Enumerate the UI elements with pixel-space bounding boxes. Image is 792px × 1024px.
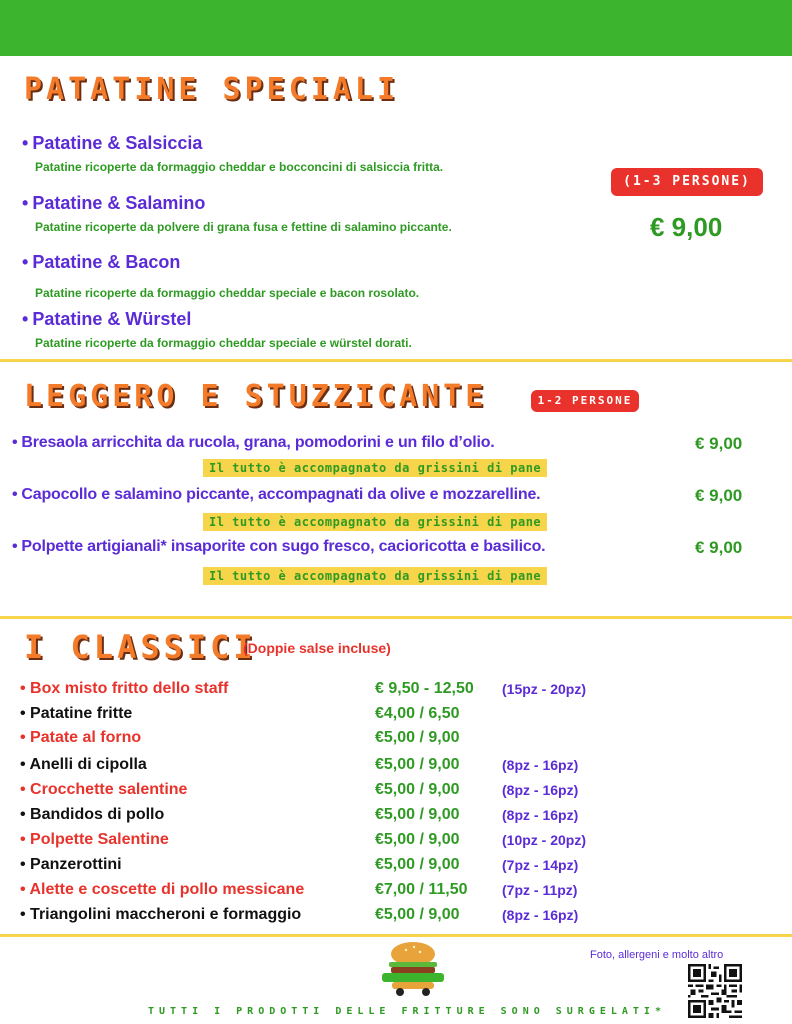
- speciali-item-1: • Patatine & Salsiccia: [22, 133, 203, 153]
- classici-item-name: • Box misto fritto dello staff: [20, 680, 229, 697]
- classici-item-price: €7,00 / 11,50: [375, 881, 468, 898]
- bullet: •: [20, 756, 30, 773]
- classici-row: [20, 680, 640, 704]
- leggero-item-3: • Polpette artigianali* insaporite con sugo fresco, cacioricotta e basilico.: [12, 538, 546, 555]
- speciali-item-2: • Patatine & Salamino: [22, 193, 206, 213]
- classici-item-name: • Patate al forno: [20, 729, 142, 746]
- speciali-item-3: • Patatine & Bacon: [22, 252, 181, 272]
- leggero-price-1: € 9,00: [695, 434, 743, 453]
- classici-item-name: • Crocchette salentine: [20, 781, 188, 798]
- leggero-note-2: Il tutto è accompagnato da grissini di pane: [203, 513, 547, 531]
- classici-item-name: • Bandidos di pollo: [20, 806, 165, 823]
- classici-item-qty: (7pz - 11pz): [502, 882, 578, 898]
- classici-row: [20, 781, 640, 805]
- classici-item-name: • Triangolini maccheroni e formaggio: [20, 906, 302, 923]
- classici-item-qty: (7pz - 14pz): [502, 857, 579, 873]
- top-green-bar: [0, 0, 792, 56]
- classici-item-qty: (8pz - 16pz): [502, 907, 579, 923]
- frozen-products-notice: TUTTI I PRODOTTI DELLE FRITTURE SONO SURGELATI*: [148, 1006, 666, 1017]
- classici-item-price: €5,00 / 9,00: [375, 729, 460, 746]
- divider-3: [0, 934, 792, 937]
- divider-1: [0, 359, 792, 362]
- classici-item-price: €5,00 / 9,00: [375, 781, 460, 798]
- leggero-price-3: € 9,00: [695, 538, 743, 557]
- classici-item-name: • Anelli di cipolla: [20, 756, 147, 773]
- classici-row: [20, 856, 640, 880]
- bullet: •: [20, 906, 31, 923]
- classici-item-price: €4,00 / 6,50: [375, 705, 460, 722]
- classici-item-price: €5,00 / 9,00: [375, 831, 460, 848]
- leggero-item-2: • Capocollo e salamino piccante, accompagnati da olive e mozzarelline.: [12, 486, 541, 503]
- classici-item-qty: (8pz - 16pz): [502, 807, 579, 823]
- bullet: •: [20, 806, 31, 823]
- bullet: •: [20, 781, 31, 798]
- classici-item-name: • Alette e coscette di pollo messicane: [20, 881, 305, 898]
- leggero-item-1: • Bresaola arricchita da rucola, grana, pomodorini e un filo d’olio.: [12, 434, 495, 451]
- divider-2: [0, 616, 792, 619]
- info-text: Foto, allergeni e molto altro: [590, 949, 724, 961]
- classici-row: [20, 906, 640, 930]
- classici-item-qty: (8pz - 16pz): [502, 757, 579, 773]
- classici-subtitle: (Doppie salse incluse): [243, 640, 391, 656]
- classici-item-price: €5,00 / 9,00: [375, 856, 460, 873]
- classici-item-price: €5,00 / 9,00: [375, 906, 460, 923]
- speciali-desc-1: Patatine ricoperte da formaggio cheddar e bocconcini di salsiccia fritta.: [35, 160, 444, 174]
- bullet: •: [20, 729, 31, 746]
- classici-item-price: €5,00 / 9,00: [375, 756, 460, 773]
- bullet: •: [20, 680, 31, 697]
- classici-row: [20, 756, 640, 780]
- classici-row: [20, 831, 640, 855]
- classici-item-name: • Polpette Salentine: [20, 831, 169, 848]
- classici-row: [20, 729, 640, 753]
- bullet: •: [20, 705, 31, 722]
- classici-item-price: €5,00 / 9,00: [375, 806, 460, 823]
- leggero-persons-badge: 1-2 PERSONE: [531, 390, 639, 412]
- classici-item-qty: (10pz - 20pz): [502, 832, 587, 848]
- classici-item-qty: (15pz - 20pz): [502, 681, 587, 697]
- speciali-price: € 9,00: [650, 212, 723, 242]
- speciali-persons-badge: (1-3 PERSONE): [611, 168, 763, 196]
- leggero-note-3: Il tutto è accompagnato da grissini di pane: [203, 567, 547, 585]
- speciali-desc-4: Patatine ricoperte da formaggio cheddar speciale e würstel dorati.: [35, 336, 412, 350]
- bullet: •: [20, 881, 30, 898]
- burger-logo-icon: [378, 940, 448, 998]
- speciali-desc-3: Patatine ricoperte da formaggio cheddar speciale e bacon rosolato.: [35, 286, 420, 300]
- qr-code-icon[interactable]: [688, 964, 742, 1018]
- classici-row: [20, 705, 640, 729]
- classici-row: [20, 881, 640, 905]
- classici-item-price: € 9,50 - 12,50: [375, 680, 474, 697]
- classici-row: [20, 806, 640, 830]
- bullet: •: [20, 856, 31, 873]
- leggero-price-2: € 9,00: [695, 486, 743, 505]
- speciali-desc-2: Patatine ricoperte da polvere di grana fusa e fettine di salamino piccante.: [35, 220, 452, 234]
- classici-item-name: • Patatine fritte: [20, 705, 133, 722]
- classici-item-name: • Panzerottini: [20, 856, 122, 873]
- classici-item-qty: (8pz - 16pz): [502, 782, 579, 798]
- section-title-classici: I CLASSICI: [24, 628, 257, 666]
- section-title-speciali: PATATINE SPECIALI: [24, 72, 400, 107]
- bullet: •: [20, 831, 31, 848]
- section-title-leggero: LEGGERO E STUZZICANTE: [24, 379, 488, 414]
- leggero-note-1: Il tutto è accompagnato da grissini di pane: [203, 459, 547, 477]
- speciali-item-4: • Patatine & Würstel: [22, 309, 192, 329]
